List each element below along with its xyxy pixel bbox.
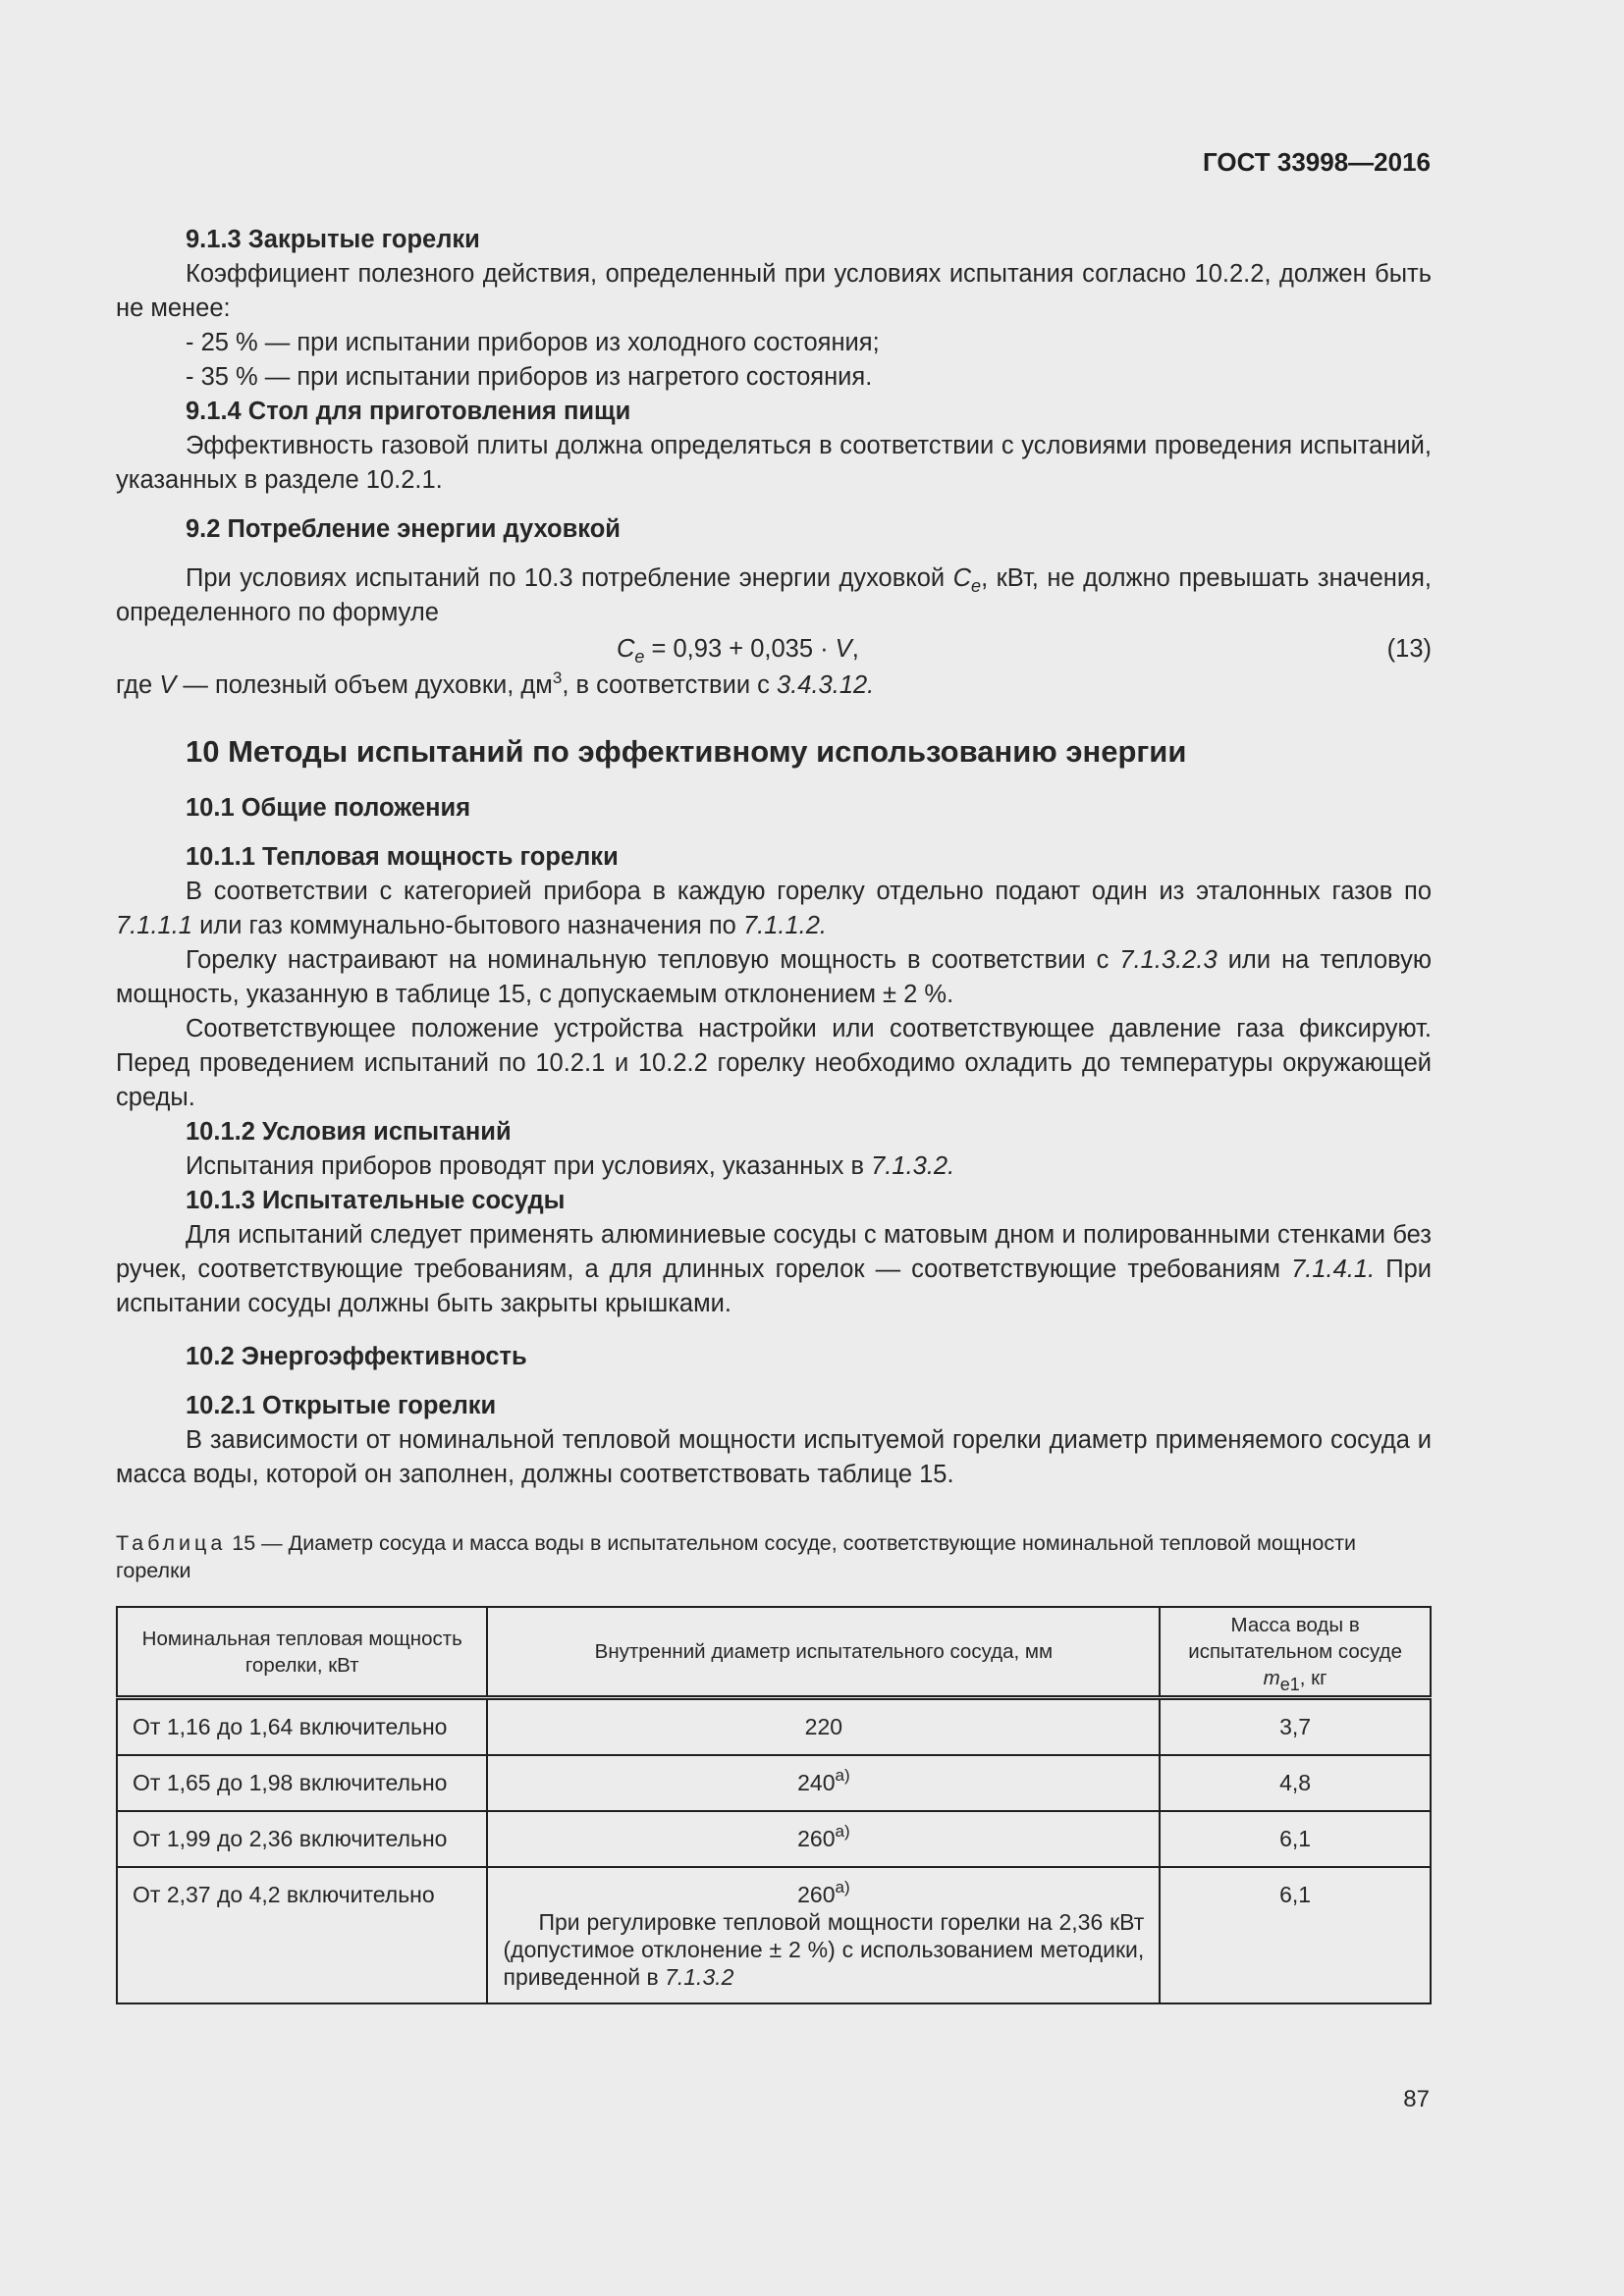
- paragraph: Коэффициент полезного действия, определенный при условиях испытания согласно 10.2.2, должен быть не менее:: [116, 260, 1432, 322]
- table-cell: 6,1: [1160, 1811, 1431, 1867]
- heading-10-1-1: 10.1.1 Тепловая мощность горелки: [186, 843, 619, 871]
- table-cell: От 1,99 до 2,36 включительно: [117, 1811, 487, 1867]
- heading-9-2: 9.2 Потребление энергии духовкой: [186, 515, 621, 543]
- heading-9-1-4: 9.1.4 Стол для приготовления пищи: [186, 398, 631, 425]
- table-row: [117, 1755, 1431, 1811]
- paragraph: В соответствии с категорией прибора в каждую горелку отдельно подают один из эталонных газов по 7.1.1.1 или газ коммунально-бытового назначения по 7.1.1.2.: [116, 878, 1432, 939]
- list-item: - 35 % — при испытании приборов из нагретого состояния.: [186, 363, 873, 391]
- table-note: При регулировке тепловой мощности горелки на 2,36 кВт (допустимое отклонение ± 2 %) с использованием методики, приведенной в 7.1.3.2: [503, 1909, 1145, 1990]
- table-15: [116, 1606, 1432, 2004]
- formula-explanation: где V — полезный объем духовки, $дм^3$, в соответствии с 3.4.3.12.: [116, 668, 875, 699]
- paragraph: Соответствующее положение устройства настройки или соответствующее давление газа фиксируют. Перед проведением испытаний по 10.2.1 и 10.2.2 горелку необходимо охладить до температуры окружающей среды.: [116, 1015, 1432, 1111]
- table-cell: 240$^{a)}$: [487, 1755, 1160, 1811]
- list-item: - 25 % — при испытании приборов из холодного состояния;: [186, 329, 880, 356]
- paragraph: При условиях испытаний по 10.3 потребление энергии духовкой $C_e$, кВт, не должно превышать значения, определенного по формуле: [116, 564, 1432, 626]
- table-cell: От 2,37 до 4,2 включительно: [117, 1867, 487, 2003]
- heading-10-1-3: 10.1.3 Испытательные сосуды: [186, 1187, 566, 1214]
- table-cell: От 1,16 до 1,64 включительно: [117, 1698, 487, 1756]
- formula-13: [116, 632, 1432, 667]
- page-number: 87: [1403, 2086, 1430, 2112]
- paragraph: Испытания приборов проводят при условиях, указанных в 7.1.3.2.: [186, 1152, 955, 1180]
- column-header: Номинальная тепловая мощность горелки, кВт: [117, 1607, 487, 1698]
- table-cell: 260$^{a)}$ При регулировке тепловой мощности горелки на 2,36 кВт (допустимое отклонение ± 2 %) с использованием методики, приведенной в 7.1.3.2: [487, 1867, 1160, 2003]
- table-cell: От 1,65 до 1,98 включительно: [117, 1755, 487, 1811]
- table-row: [117, 1698, 1431, 1756]
- heading-10-2-1: 10.2.1 Открытые горелки: [186, 1392, 497, 1419]
- table-cell: 6,1: [1160, 1867, 1431, 2003]
- column-header: Внутренний диаметр испытательного сосуда, мм: [487, 1607, 1160, 1698]
- heading-section-10: 10 Методы испытаний по эффективному использованию энергии: [186, 734, 1187, 769]
- paragraph: Эффективность газовой плиты должна определяться в соответствии с условиями проведения испытаний, указанных в разделе 10.2.1.: [116, 432, 1432, 494]
- document-header: ГОСТ 33998—2016: [1203, 147, 1431, 177]
- paragraph: Для испытаний следует применять алюминиевые сосуды с матовым дном и полированными стенками без ручек, соответствующие требованиям, а для длинных горелок — соответствующие требованиям 7.1.4.1. При испытании сосуды должны быть закрыты крышками.: [116, 1221, 1432, 1317]
- table-row: [117, 1867, 1431, 2003]
- formula: $C_e = 0,93 + 0,035 \cdot V$,: [617, 635, 859, 667]
- heading-10-1: 10.1 Общие положения: [186, 794, 471, 822]
- table-cell: 220: [487, 1698, 1160, 1756]
- document-body: [116, 223, 1432, 2004]
- formula-number: (13): [1386, 635, 1432, 663]
- table-cell: 260$^{a)}$: [487, 1811, 1160, 1867]
- heading-10-2: 10.2 Энергоэффективность: [186, 1343, 527, 1370]
- column-header: Масса воды в испытательном сосуде $m_{e1}$, кг: [1160, 1607, 1431, 1698]
- table-caption: Таблица 15 — Диаметр сосуда и масса воды в испытательном сосуде, соответствующие номинальной тепловой мощности горелки: [116, 1531, 1356, 1582]
- table-header-row: [117, 1607, 1431, 1698]
- heading-9-1-3: 9.1.3 Закрытые горелки: [186, 226, 480, 253]
- heading-10-1-2: 10.1.2 Условия испытаний: [186, 1118, 512, 1146]
- paragraph: В зависимости от номинальной тепловой мощности испытуемой горелки диаметр применяемого сосуда и масса воды, которой он заполнен, должны соответствовать таблице 15.: [116, 1426, 1432, 1488]
- paragraph: Горелку настраивают на номинальную тепловую мощность в соответствии с 7.1.3.2.3 или на тепловую мощность, указанную в таблице 15, с допускаемым отклонением ± 2 %.: [116, 946, 1432, 1008]
- table-row: [117, 1811, 1431, 1867]
- table-cell: 4,8: [1160, 1755, 1431, 1811]
- table-cell: 3,7: [1160, 1698, 1431, 1756]
